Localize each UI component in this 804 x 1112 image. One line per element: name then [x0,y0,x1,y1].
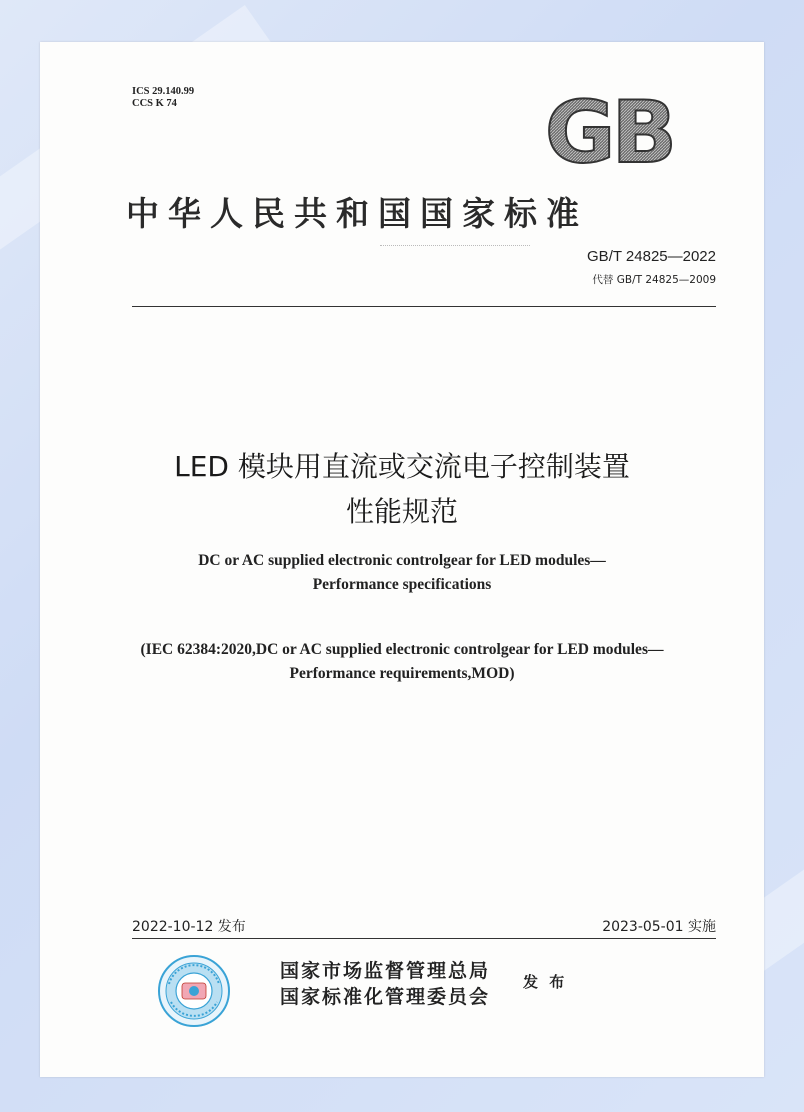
header-rule [132,306,716,307]
cn-title-line-1: LED 模块用直流或交流电子控制装置 [174,450,630,483]
publish-label: 发 布 [523,973,568,991]
ccs-code: CCS K 74 [132,98,177,109]
issuer-sac: 国家标准化管理委员会 [280,986,491,1008]
standard-number: GB/T 24825—2022 [587,248,716,265]
issue-date: 2022-10-12 发布 [132,919,246,935]
issuer-samr: 国家市场监督管理总局 [280,960,491,982]
gb-logo-icon [537,94,681,172]
gb-logo-text: GB [544,94,674,172]
footer-rule [132,938,716,939]
ics-code: ICS 29.140.99 [132,86,195,97]
issuing-authorities [280,958,490,1010]
certification-seal-icon [157,954,231,1028]
implementation-date: 2023-05-01 实施 [602,919,716,935]
iec-reference-line-2: Performance requirements,MOD) [289,665,515,682]
replaces-standard: 代替 GB/T 24825—2009 [592,274,716,286]
national-standard-title: 中华人民共和国国家标准 [126,194,588,233]
document-page [40,42,764,1077]
cn-title-line-2: 性能规范 [345,495,458,528]
iec-reference-line-1: (IEC 62384:2020,DC or AC supplied electronic controlgear for LED modules— [140,641,664,658]
en-title-line-1: DC or AC supplied electronic controlgear for LED modules— [198,552,606,569]
en-title-line-2: Performance specifications [312,576,492,593]
divider-faint [380,245,530,246]
classification-codes [132,86,194,110]
